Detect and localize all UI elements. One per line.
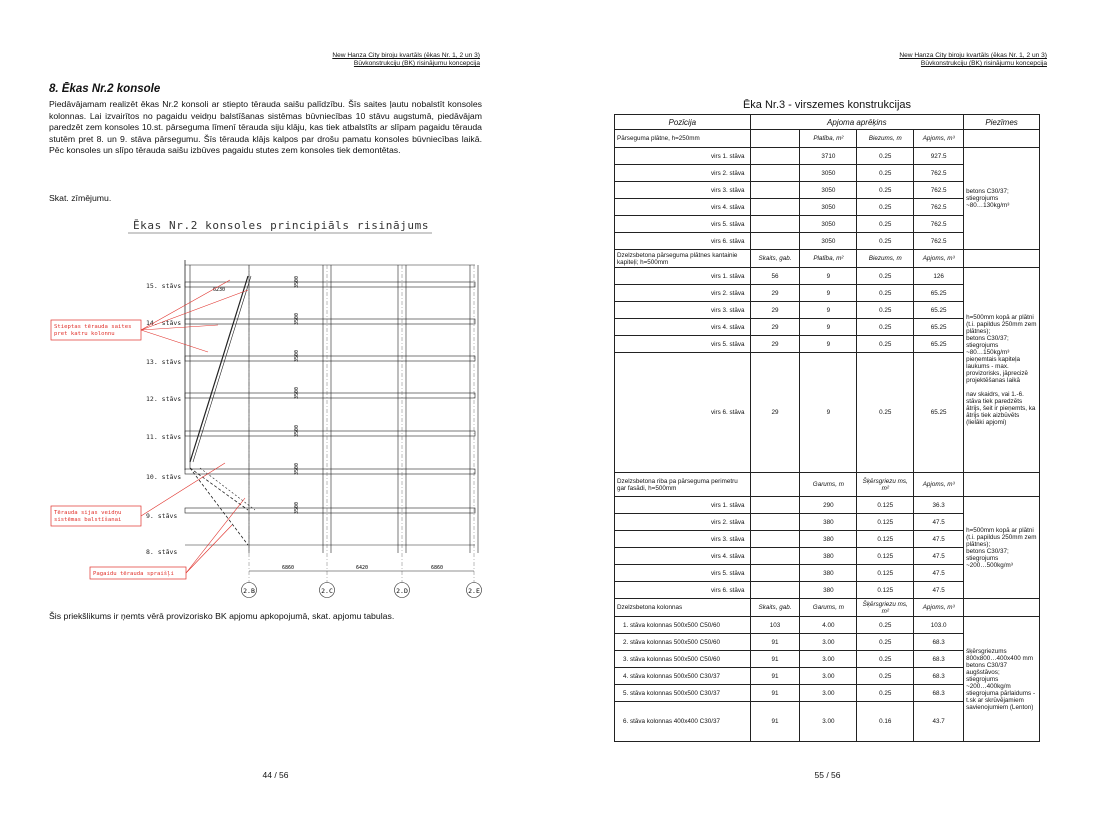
- section-label: Dzelzsbetona riba pa pārseguma perimetru gar fasādi, h=500mm: [615, 473, 751, 497]
- table-cell: 0.25: [857, 651, 914, 668]
- row-label: virs 6. stāva: [615, 582, 751, 599]
- table-cell: 0.125: [857, 548, 914, 565]
- callout-box: [51, 506, 141, 526]
- table-title: Ēka Nr.3 - virszemes konstrukcijas: [742, 99, 912, 111]
- column-header: Apjoms, m³: [914, 473, 964, 497]
- table-cell: 91: [750, 634, 800, 651]
- table-row: [615, 268, 1040, 285]
- row-label: virs 5. stāva: [615, 565, 751, 582]
- floor-label: 13. stāvs: [146, 358, 182, 366]
- row-label: virs 2. stāva: [615, 285, 751, 302]
- column-header: Platība, m²: [800, 250, 857, 268]
- table-cell: 3050: [800, 182, 857, 199]
- axis-label: 2.C: [321, 587, 333, 595]
- dimension-label: 3500: [294, 275, 300, 288]
- steel-tie: [193, 276, 251, 462]
- callout-text: pret katru kolonnu: [54, 331, 115, 337]
- dimension-label: 3500: [294, 386, 300, 399]
- column-header: Apjoms, m³: [914, 250, 964, 268]
- dimension-label: 3500: [294, 424, 300, 437]
- row-label: virs 4. stāva: [615, 319, 751, 336]
- dimension-label: 6230: [213, 287, 226, 293]
- floor-slab: [185, 319, 475, 324]
- row-label: virs 1. stāva: [615, 268, 751, 285]
- table-cell: 47.5: [914, 514, 964, 531]
- axis-label: 2.D: [396, 587, 408, 595]
- table-cell: 3050: [800, 216, 857, 233]
- table-cell: 3.00: [800, 668, 857, 685]
- floor-label: 14. stāvs: [146, 319, 182, 327]
- table-cell: 0.16: [857, 702, 914, 742]
- table-cell: 0.25: [857, 336, 914, 353]
- row-label: virs 2. stāva: [615, 514, 751, 531]
- table-cell: 103: [750, 617, 800, 634]
- row-label: virs 6. stāva: [615, 233, 751, 250]
- table-cell: 68.3: [914, 668, 964, 685]
- table-cell: 0.25: [857, 199, 914, 216]
- note-cell: h=500mm kopā ar plātni (t.i. papildus 250mm zem plātnes); betons C30/37; stiegrojums ~200…500kg/m³: [964, 497, 1040, 599]
- table-cell: 47.5: [914, 531, 964, 548]
- callout-text: Stieptas tērauda saites: [54, 324, 132, 330]
- row-label: 4. stāva kolonnas 500x500 C30/37: [615, 668, 751, 685]
- column-header: Šķērsgriezu ms, m²: [857, 599, 914, 617]
- table-cell: 29: [750, 336, 800, 353]
- dimension-label: 6860: [281, 565, 295, 571]
- dimension-label: 3500: [294, 462, 300, 475]
- section-label: Dzelzsbetona pārseguma plātnes kantainie kapiteļi; h=500mm: [615, 250, 751, 268]
- section-header-row: [615, 250, 1040, 268]
- row-label: virs 3. stāva: [615, 302, 751, 319]
- floor-slab: [185, 393, 475, 398]
- table-cell: 68.3: [914, 651, 964, 668]
- table-cell: 0.25: [857, 148, 914, 165]
- header-line-1: New Hanza City biroju kvartāls (ēkas Nr. 1, 2 un 3): [332, 52, 480, 59]
- table-cell: 9: [800, 302, 857, 319]
- column-header: [750, 473, 800, 497]
- column-header: Šķērsgriezu ms, m²: [857, 473, 914, 497]
- row-label: virs 4. stāva: [615, 199, 751, 216]
- column-header: Garums, m: [800, 473, 857, 497]
- table-cell: 91: [750, 685, 800, 702]
- table-cell: 0.125: [857, 565, 914, 582]
- table-cell: 0.125: [857, 582, 914, 599]
- table-cell: 762.5: [914, 199, 964, 216]
- table-cell: 0.25: [857, 634, 914, 651]
- table-cell: 380: [800, 565, 857, 582]
- table-cell: [750, 497, 800, 514]
- floor-label: 9. stāvs: [146, 512, 178, 520]
- column-header: Platība, m²: [800, 130, 857, 148]
- table-cell: 65.25: [914, 353, 964, 473]
- note-cell-empty: [964, 473, 1040, 497]
- table-cell: 762.5: [914, 182, 964, 199]
- table-cell: 65.25: [914, 319, 964, 336]
- table-cell: 380: [800, 531, 857, 548]
- table-cell: 0.25: [857, 233, 914, 250]
- row-label: virs 5. stāva: [615, 216, 751, 233]
- table-cell: [750, 216, 800, 233]
- header-line-1: New Hanza City biroju kvartāls (ēkas Nr. 1, 2 un 3): [899, 52, 1047, 59]
- table-cell: 762.5: [914, 233, 964, 250]
- table-cell: 290: [800, 497, 857, 514]
- table-row: [615, 148, 1040, 165]
- row-label: 3. stāva kolonnas 500x500 C50/60: [615, 651, 751, 668]
- table-cell: 29: [750, 302, 800, 319]
- floor-label: 11. stāvs: [146, 433, 182, 441]
- note-cell: h=500mm kopā ar plātni (t.i. papildus 250mm zem plātnes); betons C30/37; stiegrojums ~80…150kg/m³ pieņemtais kapiteļa laukums - max. provizorisks, jāprecizē projektēšanas laikā nav skaidrs, vai 1.-6. stāva tiek paredzēts ātrijs, šeit ir pieņemts, ka ātrijs tiek aizbūvēts (lielāki apjomi): [964, 268, 1040, 473]
- table-cell: [750, 514, 800, 531]
- column-header: Garums, m: [800, 599, 857, 617]
- table-cell: 3.00: [800, 634, 857, 651]
- table-cell: 36.3: [914, 497, 964, 514]
- note-cell: šķērsgriezums 800x800…400x400 mm betons C30/37 augšstāvos; stiegrojums ~200…400kg/m stiegrojuma pārlaidums - t.sk ar skrūvējamiem savienojumiem (Lenton): [964, 617, 1040, 742]
- table-cell: 3.00: [800, 685, 857, 702]
- table-cell: [750, 548, 800, 565]
- section-title: 8. Ēkas Nr.2 konsole: [49, 83, 161, 95]
- table-cell: 65.25: [914, 302, 964, 319]
- table-cell: 3050: [800, 233, 857, 250]
- table-row: [615, 497, 1040, 514]
- page-header: [899, 52, 1047, 68]
- table-cell: 3.00: [800, 702, 857, 742]
- table-head-row: [615, 115, 1040, 130]
- table-cell: 0.125: [857, 514, 914, 531]
- dimension-label: 3500: [294, 501, 300, 514]
- see-drawing-text: Skat. zīmējumu.: [49, 193, 112, 203]
- table-cell: 380: [800, 582, 857, 599]
- row-label: virs 3. stāva: [615, 531, 751, 548]
- table-cell: 927.5: [914, 148, 964, 165]
- table-cell: [750, 531, 800, 548]
- column-header: Biezums, m: [857, 130, 914, 148]
- table-cell: 0.25: [857, 353, 914, 473]
- section-header-row: [615, 599, 1040, 617]
- floor-slab: [185, 508, 475, 513]
- callout-leader: [186, 525, 232, 573]
- header-line-2: Būvkonstrukciju (BK) risinājumu koncepcija: [920, 60, 1047, 67]
- table-cell: 762.5: [914, 165, 964, 182]
- table-cell: 0.25: [857, 182, 914, 199]
- left-page: [0, 0, 551, 831]
- row-label: virs 2. stāva: [615, 165, 751, 182]
- callout-leader: [186, 498, 245, 573]
- table-cell: 3050: [800, 199, 857, 216]
- floor-label: 10. stāvs: [146, 473, 182, 481]
- column-header: Skaits, gab.: [750, 599, 800, 617]
- dimension-label: 3500: [294, 312, 300, 325]
- page-number: 55 / 56: [814, 770, 841, 780]
- table-cell: [750, 582, 800, 599]
- row-label: virs 1. stāva: [615, 497, 751, 514]
- drawing-title: Ēkas Nr.2 konsoles principiāls risinājums: [132, 219, 430, 232]
- table-cell: 43.7: [914, 702, 964, 742]
- header-line-2: Būvkonstrukciju (BK) risinājumu koncepcija: [353, 60, 480, 67]
- right-page: [552, 0, 1103, 831]
- table-cell: 65.25: [914, 285, 964, 302]
- callout-leader: [141, 330, 208, 352]
- table-cell: 0.25: [857, 685, 914, 702]
- table-cell: 9: [800, 319, 857, 336]
- table-cell: 4.00: [800, 617, 857, 634]
- note-cell-empty: [964, 599, 1040, 617]
- axis-label: 2.E: [468, 587, 480, 595]
- floor-label: 15. stāvs: [146, 282, 182, 290]
- volume-table: [614, 114, 1040, 742]
- section-label: Pārseguma plātne, h=250mm: [615, 130, 751, 148]
- row-label: 6. stāva kolonnas 400x400 C30/37: [615, 702, 751, 742]
- table-cell: [750, 182, 800, 199]
- callout-text: sistēmas balstīšanai: [54, 517, 122, 523]
- floor-slab: [185, 431, 475, 436]
- section-label: Dzelzsbetona kolonnas: [615, 599, 751, 617]
- table-cell: 3050: [800, 165, 857, 182]
- section-header-row: [615, 473, 1040, 497]
- dimension-label: 6860: [430, 565, 444, 571]
- table-cell: 47.5: [914, 565, 964, 582]
- floor-slab: [185, 356, 475, 361]
- table-cell: [750, 233, 800, 250]
- table-cell: 380: [800, 514, 857, 531]
- body-paragraph: Piedāvājamam realizēt ēkas Nr.2 konsoli ar stiepto tērauda saišu palīdzību. Šīs saites ļautu nobalstīt konsoles kolonnas. Lai izvairītos no pagaidu veidņu balstīšanas sistēmas būvniecības 10 stāvu augstumā, piedāvājam paredzēt zem konsoles 10.st. pārseguma līmenī tērauda siju klāju, kas tiek atbalstīts ar slīpam pagaidu tērauda stutēm pret 8. un 9. stāva pārsegumu. Šīs tērauda klājs kalpos par drošu pamatu konsoles būvniecības laikā. Pēc konsoles un slīpo tērauda saišu izbūves pagaidu stutes zem konsoles tiek demontētas.: [49, 99, 482, 155]
- row-label: virs 4. stāva: [615, 548, 751, 565]
- console-drawing: [0, 0, 551, 831]
- column-header: Apjoms, m³: [914, 130, 964, 148]
- table-cell: [750, 199, 800, 216]
- bottom-text: Šis priekšlikums ir ņemts vērā provizorisko BK apjomu apkopojumā, skat. apjomu tabulas.: [49, 611, 395, 621]
- column-header: Apjoms, m³: [914, 599, 964, 617]
- table-cell: 126: [914, 268, 964, 285]
- table-cell: 3.00: [800, 651, 857, 668]
- row-label: virs 5. stāva: [615, 336, 751, 353]
- steel-tie: [190, 276, 248, 462]
- table-cell: 68.3: [914, 685, 964, 702]
- table-cell: 68.3: [914, 634, 964, 651]
- row-label: 5. stāva kolonnas 500x500 C30/37: [615, 685, 751, 702]
- table-cell: 0.125: [857, 531, 914, 548]
- floor-slab: [185, 282, 475, 287]
- table-cell: 47.5: [914, 548, 964, 565]
- table-cell: 91: [750, 651, 800, 668]
- callout-text: Pagaidu tērauda spraišļi: [93, 571, 174, 577]
- page-number: 44 / 56: [262, 770, 289, 780]
- note-cell-empty: [964, 250, 1040, 268]
- table-cell: 29: [750, 319, 800, 336]
- table-cell: 762.5: [914, 216, 964, 233]
- table-cell: 380: [800, 548, 857, 565]
- table-cell: 0.25: [857, 668, 914, 685]
- row-label: virs 1. stāva: [615, 148, 751, 165]
- table-cell: 9: [800, 285, 857, 302]
- table-cell: 91: [750, 668, 800, 685]
- note-cell-empty: [964, 130, 1040, 148]
- table-cell: 56: [750, 268, 800, 285]
- table-cell: 0.125: [857, 497, 914, 514]
- table-cell: 29: [750, 353, 800, 473]
- table-cell: 65.25: [914, 336, 964, 353]
- dimension-label: 3500: [294, 349, 300, 362]
- axis-label: 2.B: [243, 587, 255, 595]
- column-header: Skaits, gab.: [750, 250, 800, 268]
- table-cell: 0.25: [857, 617, 914, 634]
- dimension-label: 6420: [355, 565, 369, 571]
- table-cell: 29: [750, 285, 800, 302]
- table-cell: [750, 165, 800, 182]
- table-cell: 0.25: [857, 216, 914, 233]
- table-cell: 0.25: [857, 268, 914, 285]
- floor-label: 12. stāvs: [146, 395, 182, 403]
- table-cell: 0.25: [857, 165, 914, 182]
- column-header: [750, 130, 800, 148]
- column-header: Biezums, m: [857, 250, 914, 268]
- table-cell: [750, 565, 800, 582]
- row-label: 2. stāva kolonnas 500x500 C50/60: [615, 634, 751, 651]
- head-apjoma: Apjoma aprēķins: [750, 115, 964, 130]
- table-cell: 0.25: [857, 285, 914, 302]
- head-piezimes: Piezīmes: [964, 115, 1040, 130]
- floor-slab: [185, 469, 475, 474]
- floor-label: 8. stāvs: [146, 548, 178, 556]
- table-cell: 0.25: [857, 302, 914, 319]
- table-cell: 9: [800, 353, 857, 473]
- table-cell: 0.25: [857, 319, 914, 336]
- callout-text: Tērauda sijas veidņu: [54, 510, 122, 516]
- table-cell: 9: [800, 336, 857, 353]
- table-row: [615, 617, 1040, 634]
- table-cell: 47.5: [914, 582, 964, 599]
- table-cell: 9: [800, 268, 857, 285]
- callout-box: [51, 320, 141, 340]
- table-cell: 3710: [800, 148, 857, 165]
- table-cell: 91: [750, 702, 800, 742]
- table-cell: [750, 148, 800, 165]
- section-header-row: [615, 130, 1040, 148]
- table-cell: 103.0: [914, 617, 964, 634]
- note-cell: betons C30/37; stiegrojums ~80…130kg/m³: [964, 148, 1040, 250]
- row-label: virs 6. stāva: [615, 353, 751, 473]
- row-label: virs 3. stāva: [615, 182, 751, 199]
- head-pozicija: Pozīcija: [615, 115, 751, 130]
- row-label: 1. stāva kolonnas 500x500 C50/60: [615, 617, 751, 634]
